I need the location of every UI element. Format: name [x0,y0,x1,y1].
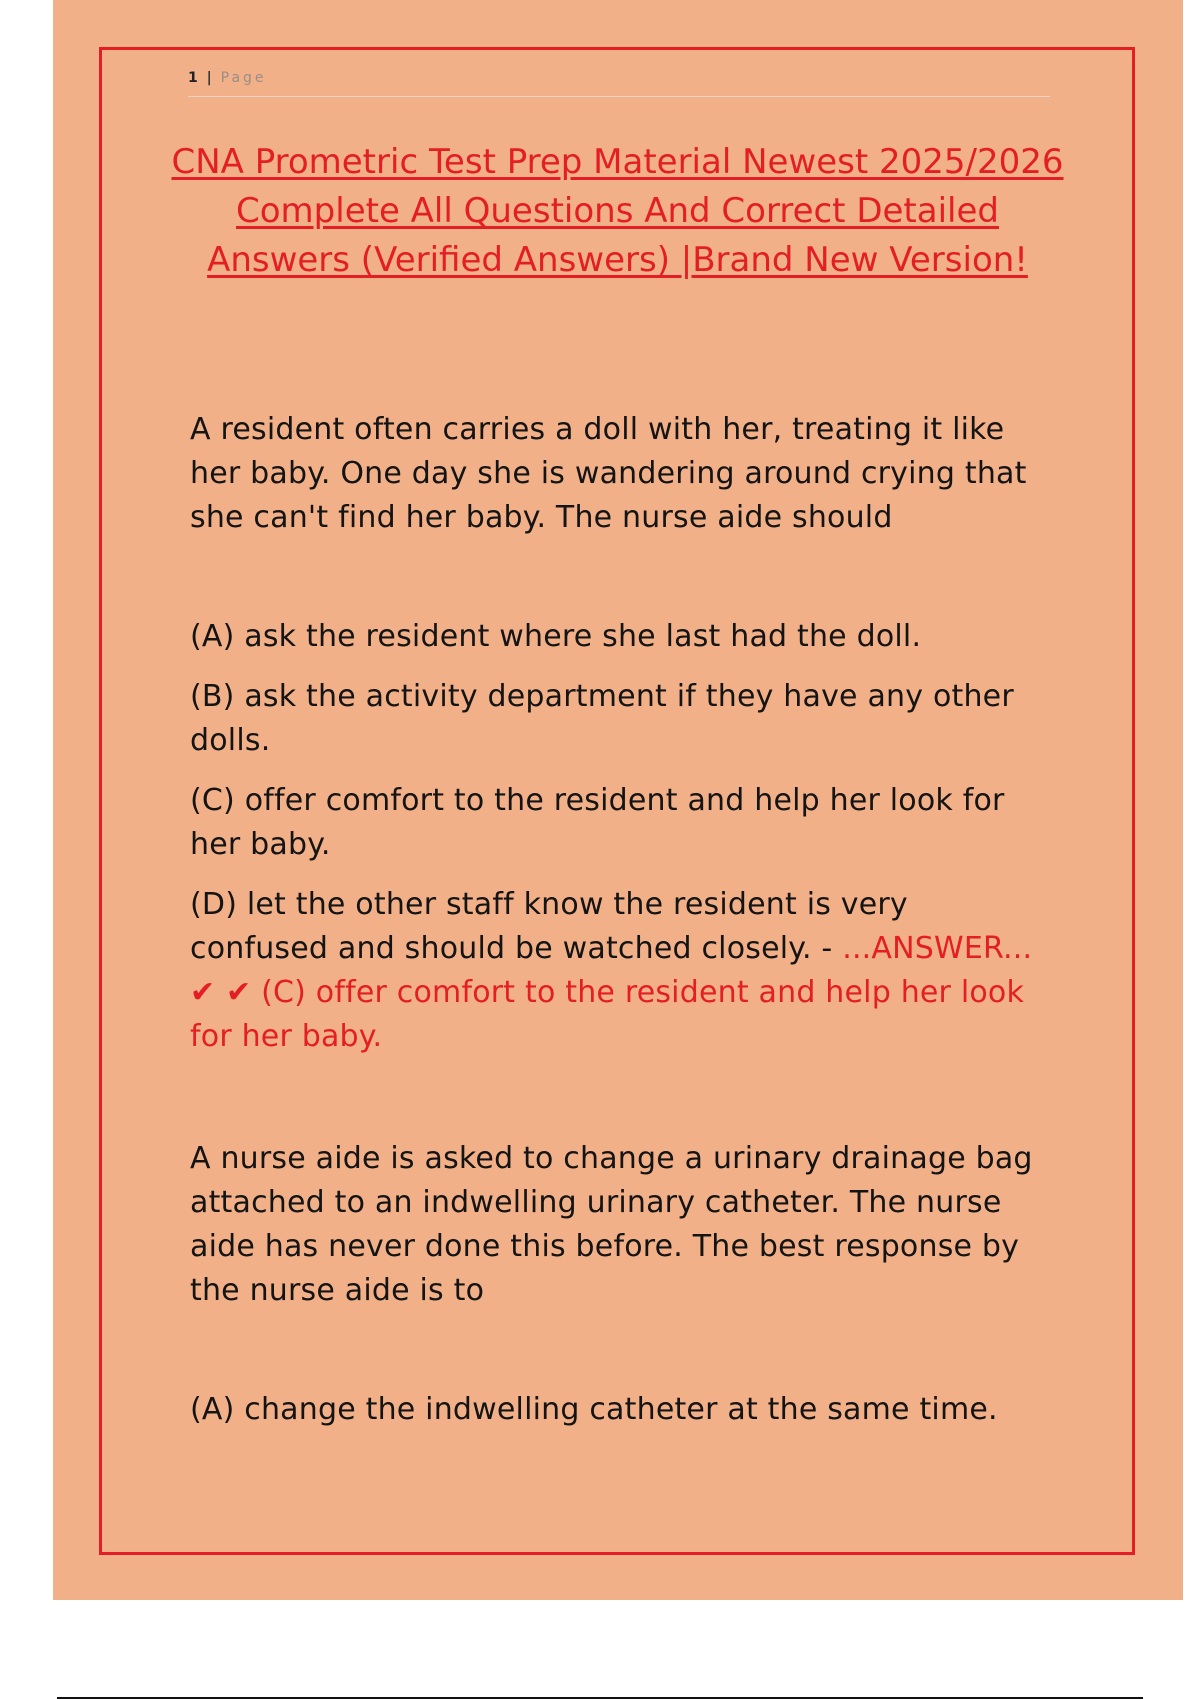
question-1-option-c: (C) offer comfort to the resident and help her look for her baby. [190,783,1005,862]
question-1-text: A resident often carries a doll with her, treating it like her baby. One day she is wandering around crying that she can't find her baby. The nurse aide should [190,412,1027,535]
page-header [188,70,1050,97]
bottom-divider [57,1697,1143,1699]
page-number: 1 [188,70,199,86]
question-1-answer-text: (C) offer comfort to the resident and help her look for her baby. [190,975,1025,1054]
checkmark-icon: ✔ ✔ [190,975,252,1010]
question-1-option-a: (A) ask the resident where she last had the doll. [190,619,922,654]
question-1-option-d [190,883,1045,1059]
question-1-option-d-text: (D) let the other staff know the resident is very confused and should be watched closely. - [190,887,908,966]
document-title: CNA Prometric Test Prep Material Newest 2025/2026 Complete All Questions And Correct Detailed Answers (Verified Answers) |Brand New Version! [171,142,1064,280]
page-separator: | [206,70,213,86]
question-1-option-b: (B) ask the activity department if they have any other dolls. [190,679,1014,758]
question-2-option-a: (A) change the indwelling catheter at the same time. [190,1392,998,1427]
question-1-answer-prefix: ...ANSWER... [842,931,1033,966]
page-word: Page [220,70,267,86]
document-content [190,408,1045,1448]
question-2-text: A nurse aide is asked to change a urinary drainage bag attached to an indwelling urinary catheter. The nurse aide has never done this before. The best response by the nurse aide is to [190,1141,1033,1308]
